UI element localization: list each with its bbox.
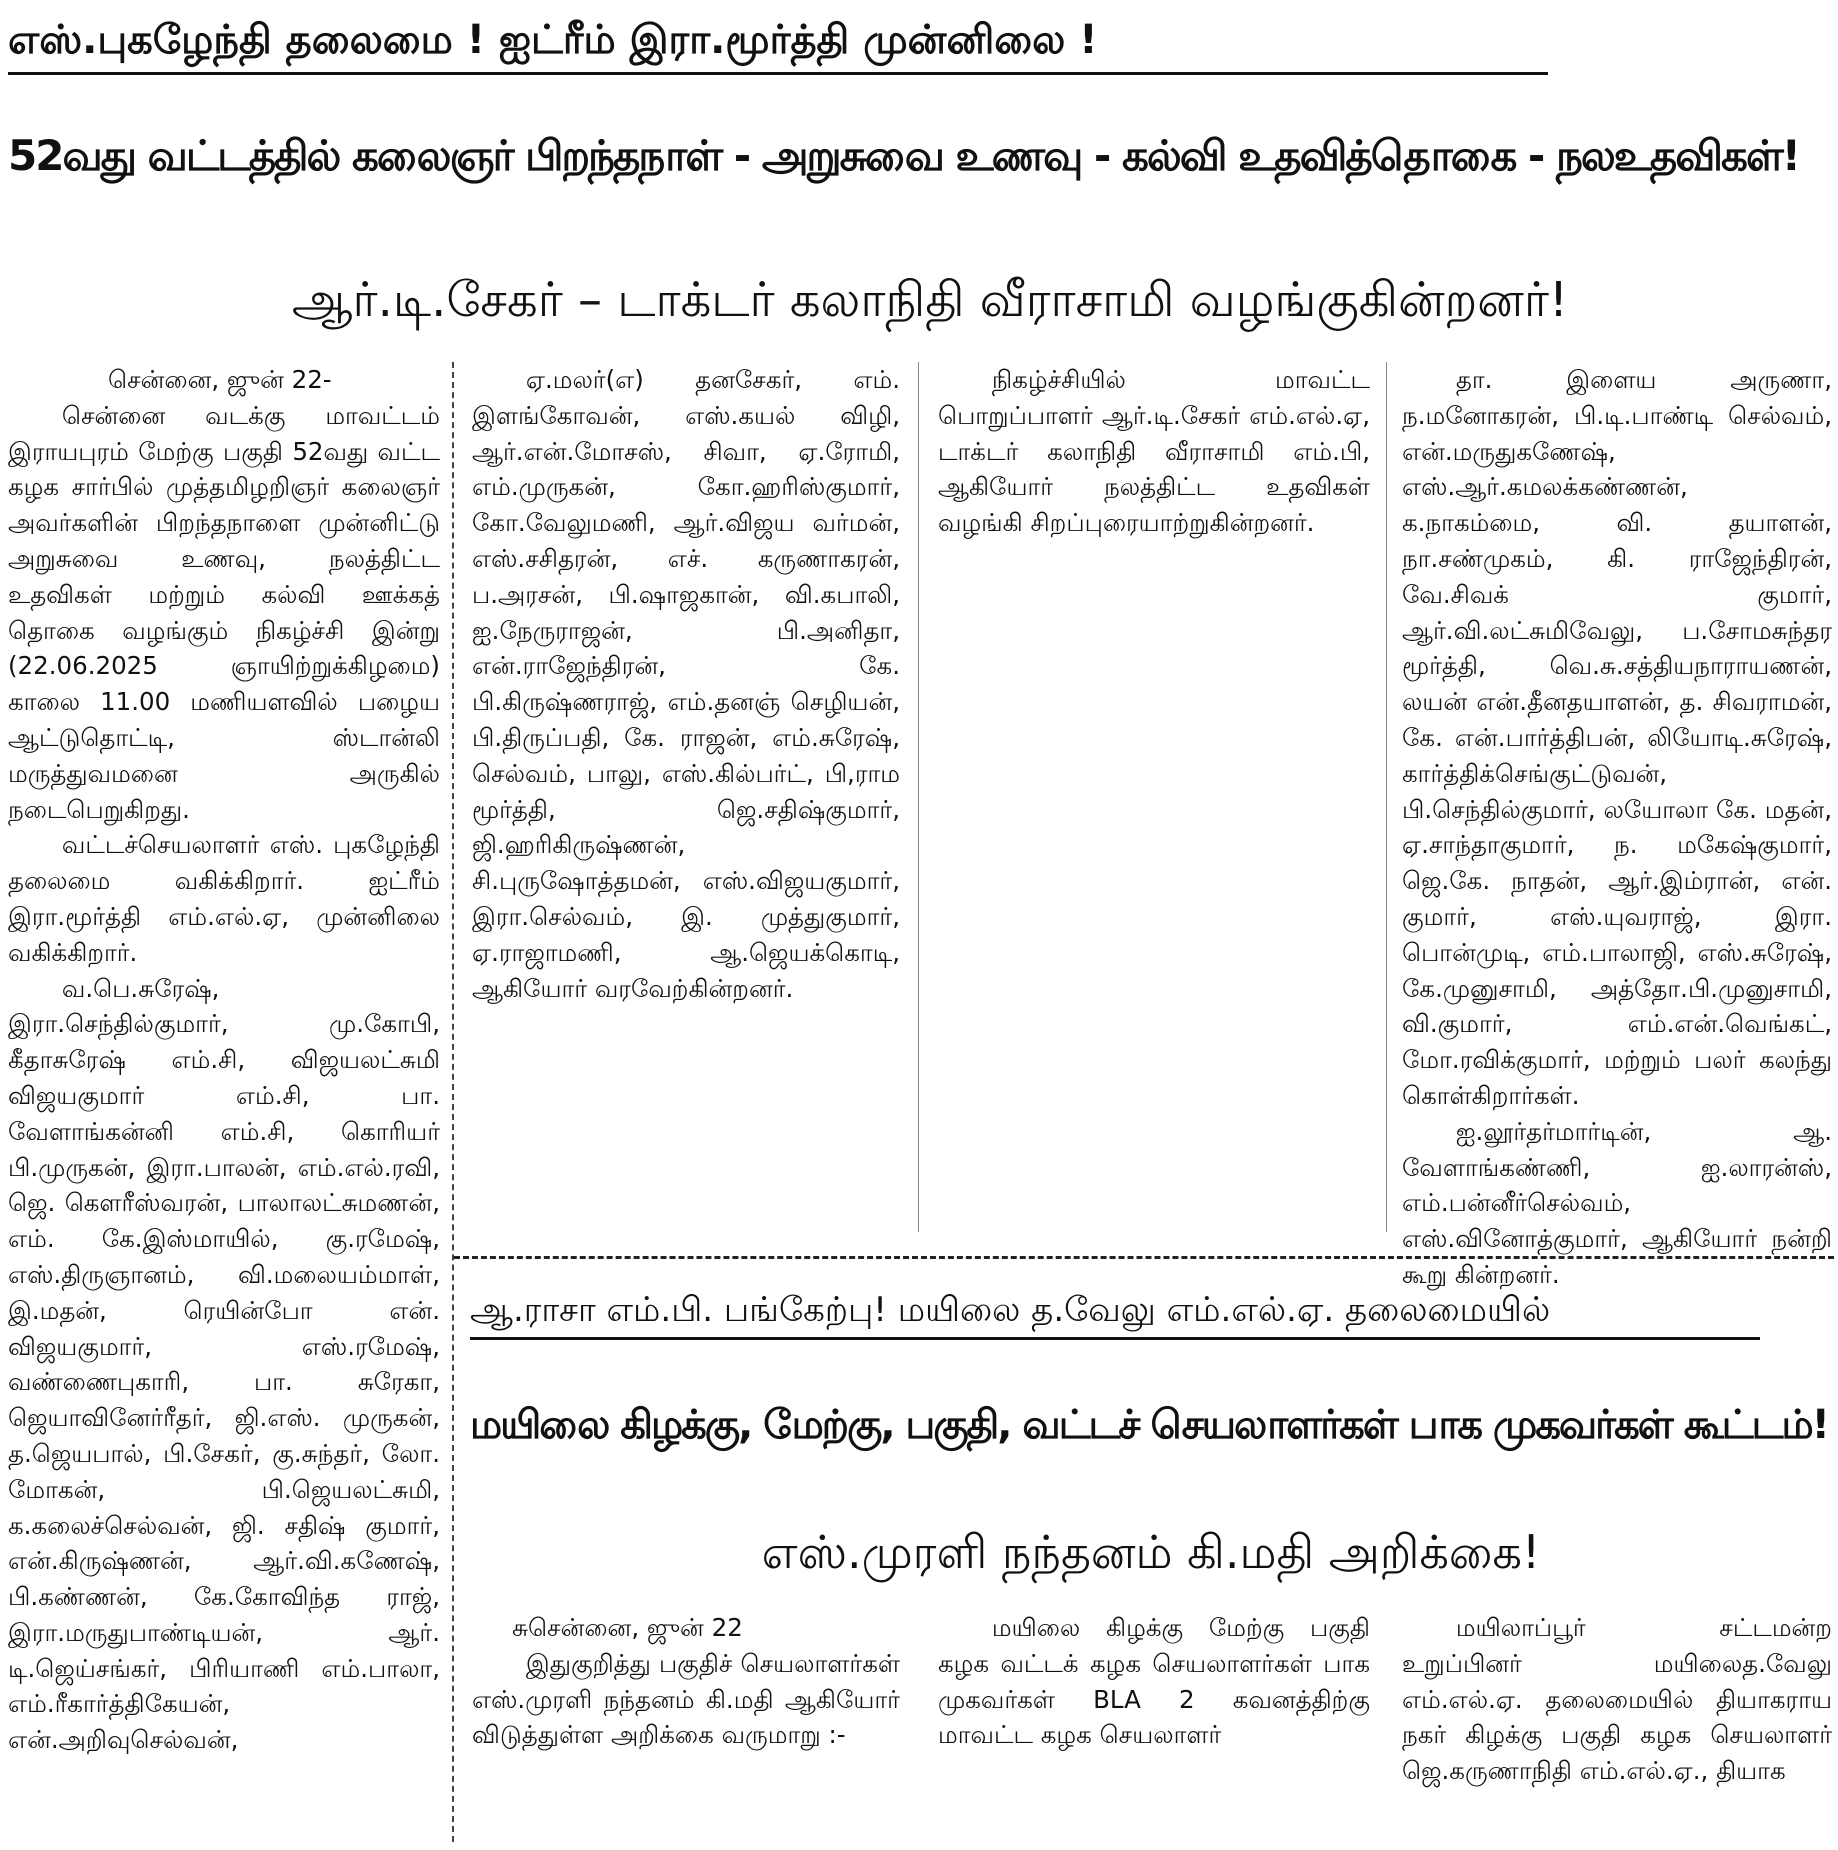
article1-headline: 52வது வட்டத்தில் கலைஞர் பிறந்தநாள் - அறுசுவை உணவு - கல்வி உதவித்தொகை - நலஉதவிகள்! [8, 131, 1799, 180]
article1-column-1 [8, 362, 440, 1844]
article1-kicker: எஸ்.புகழேந்தி தலைமை ! ஐட்ரீம் இரா.மூர்த்தி முன்னிலை ! [8, 10, 1548, 75]
article1-subheadline: ஆர்.டி.சேகர் – டாக்டர் கலாநிதி வீராசாமி வழங்குகின்றனர்! [291, 272, 1569, 328]
article1-paragraph: தா. இளைய அருணா, ந.மனோகரன், பி.டி.பாண்டி செல்வம், என்.மருதுகணேஷ், எஸ்.ஆர்.கமலக்கண்ணன், க.நாகம்மை, வி. தயாளன், நா.சண்முகம், கி. ராஜேந்திரன், வே.சிவக் குமார், ஆர்.வி.லட்சுமிவேலு, ப.சோமசுந்தர மூர்த்தி, வெ.சு.சத்தியநாராயணன், லயன் என்.தீனதயாளன், த. சிவராமன், கே. என்.பார்த்திபன், லியோடி.சுரேஷ், கார்த்திக்செங்குட்டுவன், பி.செந்தில்குமார், லயோலா கே. மதன், ஏ.சாந்தாகுமார், ந. மகேஷ்குமார், ஜெ.கே. நாதன், ஆர்.இம்ரான், என். குமார், எஸ்.யுவராஜ், இரா. பொன்முடி, எம்.பாலாஜி, எஸ்.சுரேஷ், கே.முனுசாமி, அத்தோ.பி.முனுசாமி, வி.குமார், எம்.என்.வெங்கட், மோ.ரவிக்குமார், மற்றும் பலர் கலந்து கொள்கிறார்கள். [1402, 365, 1832, 1110]
article1-column-4 [1402, 362, 1832, 1289]
article1-paragraph: ஏ.மலர்(எ) தனசேகர், எம். இளங்கோவன், எஸ்.கயல் விழி, ஆர்.என்.மோசஸ், சிவா, ஏ.ரோமி, எம்.முருகன், கோ.ஹரிஸ்குமார், கோ.வேலுமணி, ஆர்.விஜய வர்மன், எஸ்.சசிதரன், எச். கருணாகரன், ப.அரசன், பி.ஷாஜகான், வி.கபாலி, ஐ.நேருராஜன், பி.அனிதா, என்.ராஜேந்திரன், கே. பி.கிருஷ்ணராஜ், எம்.தனஞ் செழியன், பி.திருப்பதி, கே. ராஜன், எம்.சுரேஷ், செல்வம், பாலு, எஸ்.கில்பர்ட், பி,ராம மூர்த்தி, ஜெ.சதிஷ்குமார், ஜி.ஹரிகிருஷ்ணன், சி.புருஷோத்தமன், எஸ்.விஜயகுமார், இரா.செல்வம், இ. முத்துகுமார், ஏ.ராஜாமணி, ஆ.ஜெயக்கொடி, ஆகியோர் வரவேற்கின்றனர். [472, 365, 900, 1003]
article1-paragraph: வ.பெ.சுரேஷ், இரா.செந்தில்குமார், மு.கோபி, கீதாசுரேஷ் எம்.சி, விஜயலட்சுமி விஜயகுமார் எம்.சி, பா. வேளாங்கன்னி எம்.சி, கொரியர் பி.முருகன், இரா.பாலன், எம்.எல்.ரவி, ஜெ. கௌரீஸ்வரன், பாலாலட்சுமணன், எம். கே.இஸ்மாயில், கு.ரமேஷ், எஸ்.திருஞானம், வி.மலையம்மாள், இ.மதன், ரெயின்போ என். விஜயகுமார், எஸ்.ரமேஷ், வண்ணைபுகாரி, பா. சுரேகா, ஜெயாவினேர்ரீதர், ஜி.எஸ். முருகன், த.ஜெயபால், பி.சேகர், கு.சுந்தர், லோ. மோகன், பி.ஜெயலட்சுமி, க.கலைச்செல்வன், ஜி. சதிஷ் குமார், என்.கிருஷ்ணன், ஆர்.வி.கணேஷ், பி.கண்ணன், கே.கோவிந்த ராஜ், இரா.மருதுபாண்டியன், ஆர். டி.ஜெய்சங்கர், பிரியாணி எம்.பாலா, எம்.ரீகார்த்திகேயன், என்.அறிவுசெல்வன், [8, 973, 440, 1755]
article2-dateline: சுசென்னை, ஜுன் 22 [512, 1613, 743, 1642]
column-divider [918, 362, 919, 1232]
article1-paragraph: சென்னை வடக்கு மாவட்டம் இராயபுரம் மேற்கு பகுதி 52வது வட்ட கழக சார்பில் முத்தமிழறிஞர் கலைஞர் அவர்களின் பிறந்தநாளை முன்னிட்டு அறுசுவை உணவு, நலத்திட்ட உதவிகள் மற்றும் கல்வி ஊக்கத் தொகை வழங்கும் நிகழ்ச்சி இன்று (22.06.2025 ஞாயிற்றுக்கிழமை) காலை 11.00 மணியளவில் பழைய ஆட்டுதொட்டி, ஸ்டான்லி மருத்துவமனை அருகில் நடைபெறுகிறது. [8, 400, 440, 824]
article1-column-3 [938, 362, 1370, 1238]
article2-paragraph: மயிலை கிழக்கு மேற்கு பகுதி கழக வட்டக் கழக செயலாளர்கள் பாக முகவர்கள் BLA 2 கவனத்திற்கு மாவட்ட கழக செயலாளர் [938, 1613, 1370, 1750]
article2-column-3 [1402, 1610, 1832, 1846]
article1-dateline: சென்னை, ஜுன் 22- [108, 365, 332, 394]
column-divider [452, 362, 454, 1842]
column-divider [1386, 362, 1387, 1232]
article2-kicker: ஆ.ராசா எம்.பி. பங்கேற்பு! மயிலை த.வேலு எம்.எல்.ஏ. தலைமையில் [470, 1285, 1760, 1340]
article1-paragraph: வட்டச்செயலாளர் எஸ். புகழேந்தி தலைமை வகிக்கிறார். ஐட்ரீம் இரா.மூர்த்தி எம்.எல்.ஏ, முன்னிலை வகிக்கிறார். [8, 830, 440, 967]
article2-headline: மயிலை கிழக்கு, மேற்கு, பகுதி, வட்டச் செயலாளர்கள் பாக முகவர்கள் கூட்டம்! [470, 1402, 1828, 1448]
article1-paragraph: நிகழ்ச்சியில் மாவட்ட பொறுப்பாளர் ஆர்.டி.சேகர் எம்.எல்.ஏ, டாக்டர் கலாநிதி வீராசாமி எம்.பி, ஆகியோர் நலத்திட்ட உதவிகள் வழங்கி சிறப்புரையாற்றுகின்றனர். [938, 365, 1370, 538]
article1-column-2 [472, 362, 900, 1238]
article1-paragraph: ஐ.லூர்தர்மார்டின், ஆ. வேளாங்கண்ணி, ஐ.லாரன்ஸ், எம்.பன்னீர்செல்வம், எஸ்.வினோத்குமார், ஆகியோர் நன்றி கூறு கின்றனர். [1402, 1116, 1832, 1289]
article2-paragraph: இதுகுறித்து பகுதிச் செயலாளர்கள் எஸ்.முரளி நந்தனம் கி.மதி ஆகியோர் விடுத்துள்ள அறிக்கை வருமாறு :- [472, 1648, 900, 1750]
article2-subheadline: எஸ்.முரளி நந்தனம் கி.மதி அறிக்கை! [761, 1525, 1541, 1579]
article2-paragraph: மயிலாப்பூர் சட்டமன்ற உறுப்பினர் மயிலைத.வேலு எம்.எல்.ஏ. தலைமையில் தியாகராய நகர் கிழக்கு பகுதி கழக செயலாளர் ஜெ.கருணாநிதி எம்.எல்.ஏ., தியாக [1402, 1613, 1832, 1786]
article-separator [454, 1256, 1834, 1259]
article2-column-2 [938, 1610, 1370, 1846]
article2-column-1 [472, 1610, 900, 1846]
